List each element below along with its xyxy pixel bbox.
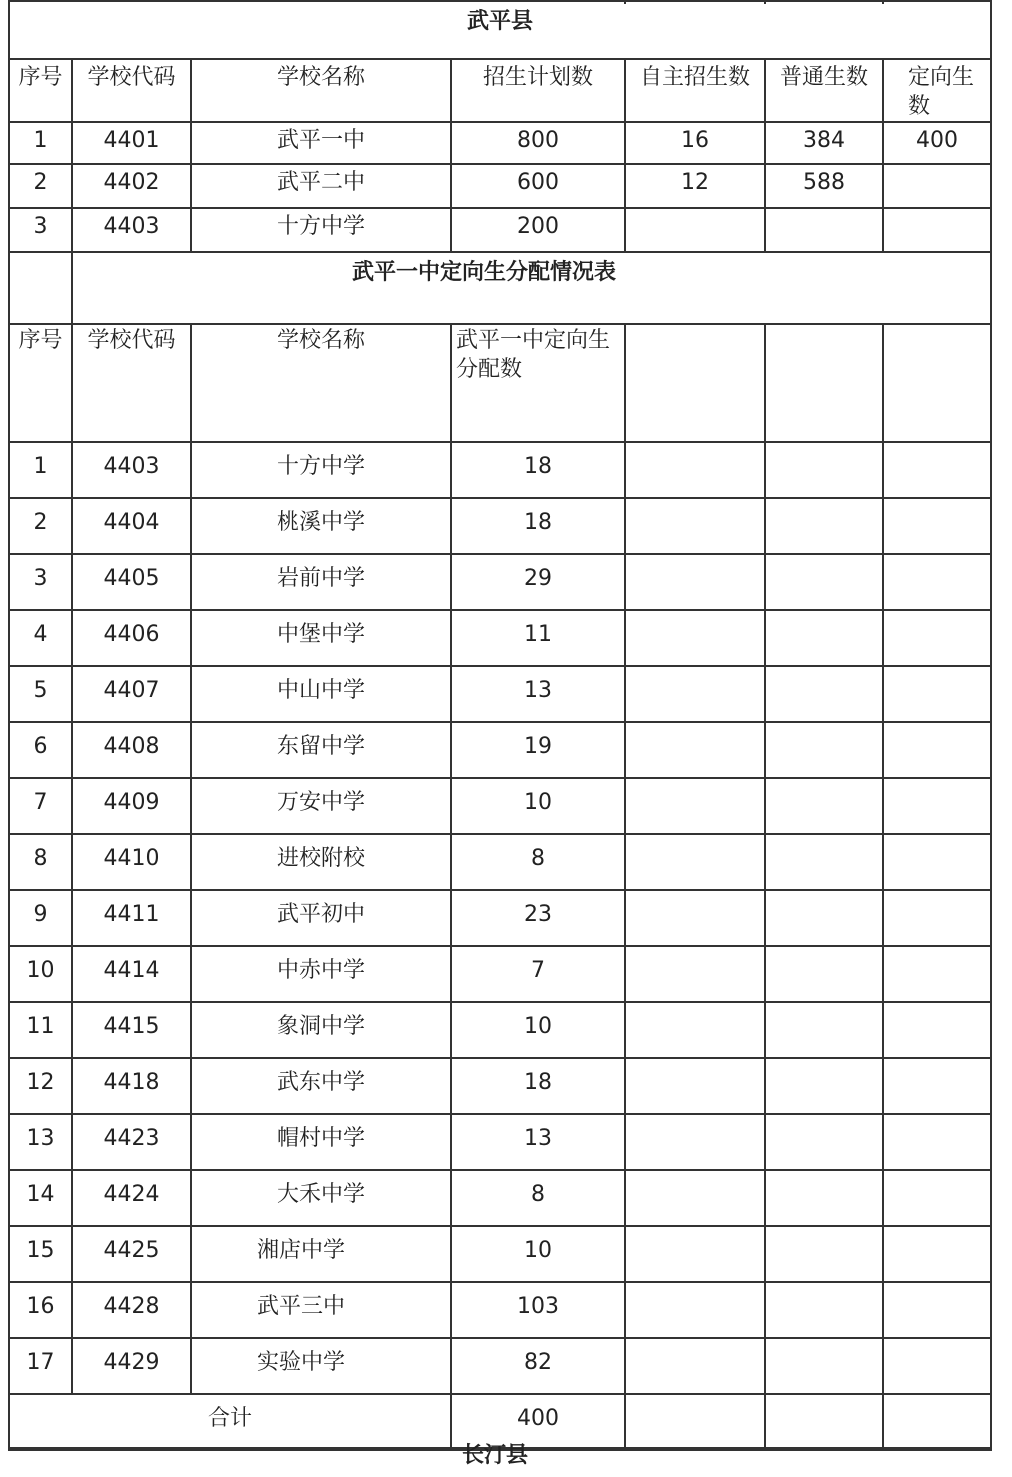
- cell-code: 4424: [72, 1170, 191, 1226]
- cell-count: 10: [451, 1226, 625, 1282]
- empty-cell: [625, 1282, 765, 1338]
- header-cell-directed: 定向生数: [883, 59, 991, 122]
- county-title: 武平县: [9, 1, 991, 59]
- empty-cell: [883, 1114, 991, 1170]
- empty-cell: [625, 498, 765, 554]
- cell-code: 4408: [72, 722, 191, 778]
- cell-code: 4401: [72, 122, 191, 164]
- cell-no: 1: [9, 442, 72, 498]
- table-row: [9, 498, 991, 554]
- empty-cell: [883, 610, 991, 666]
- table-row: [9, 208, 991, 252]
- cell-name: 大禾中学: [191, 1170, 451, 1226]
- empty-cell: [883, 834, 991, 890]
- cell-count: 8: [451, 834, 625, 890]
- empty-cell: [625, 890, 765, 946]
- empty-cell: [883, 1058, 991, 1114]
- cell-no: 16: [9, 1282, 72, 1338]
- section2-title-row: [9, 252, 991, 324]
- empty-cell: [765, 1114, 883, 1170]
- cell-no: 13: [9, 1114, 72, 1170]
- cell-no: 1: [9, 122, 72, 164]
- header-cell-name: 学校名称: [191, 324, 451, 442]
- cell-no: 8: [9, 834, 72, 890]
- cell-name: 万安中学: [191, 778, 451, 834]
- cell-code: 4418: [72, 1058, 191, 1114]
- cell-code: 4414: [72, 946, 191, 1002]
- total-label: 合计: [9, 1394, 451, 1450]
- cell-no: 15: [9, 1226, 72, 1282]
- cell-count: 18: [451, 442, 625, 498]
- empty-cell: [883, 722, 991, 778]
- empty-cell: [625, 778, 765, 834]
- total-row: [9, 1394, 991, 1450]
- table-row: [9, 722, 991, 778]
- enrollment-table: [8, 0, 992, 1451]
- empty-cell: [765, 778, 883, 834]
- cell-name: 武东中学: [191, 1058, 451, 1114]
- cell-no: 7: [9, 778, 72, 834]
- empty-cell: [625, 1058, 765, 1114]
- cell-directed: [883, 208, 991, 252]
- cell-name: 武平三中: [191, 1282, 451, 1338]
- cell-no: 3: [9, 208, 72, 252]
- empty-cell: [883, 890, 991, 946]
- empty-cell: [625, 666, 765, 722]
- cell-code: 4423: [72, 1114, 191, 1170]
- cell-name: 中山中学: [191, 666, 451, 722]
- cell-count: 8: [451, 1170, 625, 1226]
- header-cell-name: 学校名称: [191, 59, 451, 122]
- total-value: 400: [451, 1394, 625, 1450]
- empty-cell: [625, 610, 765, 666]
- cell-no: 10: [9, 946, 72, 1002]
- empty-cell: [883, 1170, 991, 1226]
- cell-plan: 600: [451, 164, 625, 208]
- cell-count: 7: [451, 946, 625, 1002]
- cell-no: 4: [9, 610, 72, 666]
- empty-cell: [625, 324, 765, 442]
- cell-no: 5: [9, 666, 72, 722]
- empty-cell: [765, 324, 883, 442]
- table-row: [9, 610, 991, 666]
- cell-code: 4403: [72, 208, 191, 252]
- cell-no: 2: [9, 164, 72, 208]
- cell-name: 东留中学: [191, 722, 451, 778]
- table-row: [9, 1170, 991, 1226]
- table-row: [9, 666, 991, 722]
- table-row: [9, 1058, 991, 1114]
- empty-cell: [883, 1282, 991, 1338]
- table-row: [9, 1226, 991, 1282]
- table-row: [9, 122, 991, 164]
- empty-cell: [625, 722, 765, 778]
- cell-code: 4428: [72, 1282, 191, 1338]
- header-cell-no: 序号: [9, 324, 72, 442]
- cell-count: 13: [451, 666, 625, 722]
- cell-no: 6: [9, 722, 72, 778]
- county-title-row: [9, 1, 991, 59]
- header-cell-code: 学校代码: [72, 59, 191, 122]
- empty-cell: [625, 1226, 765, 1282]
- empty-cell: [765, 1058, 883, 1114]
- empty-cell: [765, 834, 883, 890]
- cell-no: 3: [9, 554, 72, 610]
- cell-count: 13: [451, 1114, 625, 1170]
- cell-normal: [765, 208, 883, 252]
- next-county-title: [462, 1443, 542, 1468]
- empty-cell: [625, 1170, 765, 1226]
- cell-count: 103: [451, 1282, 625, 1338]
- empty-cell: [625, 1114, 765, 1170]
- empty-cell: [883, 442, 991, 498]
- empty-cell: [765, 1338, 883, 1394]
- empty-cell: [883, 1338, 991, 1394]
- cell-count: 29: [451, 554, 625, 610]
- cell-self: 12: [625, 164, 765, 208]
- cell-count: 10: [451, 778, 625, 834]
- cell-code: 4402: [72, 164, 191, 208]
- cell-name: 十方中学: [191, 442, 451, 498]
- cell-name: 帽村中学: [191, 1114, 451, 1170]
- cell-name: 岩前中学: [191, 554, 451, 610]
- section2-title: 武平一中定向生分配情况表: [72, 252, 991, 324]
- cell-count: 82: [451, 1338, 625, 1394]
- cell-code: 4425: [72, 1226, 191, 1282]
- cell-code: 4429: [72, 1338, 191, 1394]
- table-row: [9, 442, 991, 498]
- cell-code: 4403: [72, 442, 191, 498]
- header-cell-normal: 普通生数: [765, 59, 883, 122]
- cell-no: 17: [9, 1338, 72, 1394]
- header-cell-code: 学校代码: [72, 324, 191, 442]
- table-row: [9, 778, 991, 834]
- cell-code: 4410: [72, 834, 191, 890]
- table-row: [9, 946, 991, 1002]
- cell-name: 武平二中: [191, 164, 451, 208]
- empty-cell: [765, 1282, 883, 1338]
- cell-directed: [883, 164, 991, 208]
- cell-self: [625, 208, 765, 252]
- empty-cell: [625, 1338, 765, 1394]
- cell-no: 11: [9, 1002, 72, 1058]
- header-cell-plan: 招生计划数: [451, 59, 625, 122]
- cell-name: 中堡中学: [191, 610, 451, 666]
- empty-cell: [883, 666, 991, 722]
- empty-cell: [883, 1002, 991, 1058]
- cell-name: 武平初中: [191, 890, 451, 946]
- cell-normal: 384: [765, 122, 883, 164]
- cell-no: 2: [9, 498, 72, 554]
- cell-name: 十方中学: [191, 208, 451, 252]
- empty-cell: [625, 554, 765, 610]
- empty-cell: [883, 1394, 991, 1450]
- empty-cell: [765, 946, 883, 1002]
- empty-cell: [765, 554, 883, 610]
- next-county-title-text: 长汀县: [462, 1443, 529, 1468]
- empty-cell: [765, 1226, 883, 1282]
- empty-cell: [625, 1002, 765, 1058]
- cell-name: 桃溪中学: [191, 498, 451, 554]
- empty-cell: [625, 834, 765, 890]
- cell-code: 4411: [72, 890, 191, 946]
- cell-name: 中赤中学: [191, 946, 451, 1002]
- table-row: [9, 554, 991, 610]
- empty-cell: [625, 442, 765, 498]
- table-row: [9, 1338, 991, 1394]
- cell-code: 4409: [72, 778, 191, 834]
- header-cell-self: 自主招生数: [625, 59, 765, 122]
- cell-code: 4406: [72, 610, 191, 666]
- cell-plan: 200: [451, 208, 625, 252]
- empty-cell: [765, 890, 883, 946]
- table-row: [9, 834, 991, 890]
- empty-cell: [765, 610, 883, 666]
- empty-cell: [765, 1170, 883, 1226]
- header-row: [9, 59, 991, 122]
- empty-cell: [765, 442, 883, 498]
- cell-count: 10: [451, 1002, 625, 1058]
- empty-cell: [883, 554, 991, 610]
- cell-count: 11: [451, 610, 625, 666]
- empty-cell: [883, 1226, 991, 1282]
- empty-cell: [883, 778, 991, 834]
- empty-cell: [625, 1394, 765, 1450]
- cell-count: 18: [451, 1058, 625, 1114]
- cell-no: 12: [9, 1058, 72, 1114]
- cell-name: 象洞中学: [191, 1002, 451, 1058]
- empty-cell: [765, 1002, 883, 1058]
- header-row: [9, 324, 991, 442]
- table-row: [9, 164, 991, 208]
- cell-code: 4404: [72, 498, 191, 554]
- empty-cell: [883, 498, 991, 554]
- empty-cell: [765, 1394, 883, 1450]
- table-row: [9, 1002, 991, 1058]
- cell-count: 19: [451, 722, 625, 778]
- table-row: [9, 890, 991, 946]
- cell-code: 4405: [72, 554, 191, 610]
- header-cell-no: 序号: [9, 59, 72, 122]
- cell-self: 16: [625, 122, 765, 164]
- cell-directed: 400: [883, 122, 991, 164]
- cell-name: 进校附校: [191, 834, 451, 890]
- empty-cell: [765, 666, 883, 722]
- cell-count: 18: [451, 498, 625, 554]
- cell-name: 武平一中: [191, 122, 451, 164]
- cell-code: 4415: [72, 1002, 191, 1058]
- empty-cell: [765, 498, 883, 554]
- empty-cell: [625, 946, 765, 1002]
- cell-no: 14: [9, 1170, 72, 1226]
- cell-name: 实验中学: [191, 1338, 451, 1394]
- empty-cell: [883, 946, 991, 1002]
- table-row: [9, 1114, 991, 1170]
- table-row: [9, 1282, 991, 1338]
- cell-code: 4407: [72, 666, 191, 722]
- empty-cell: [765, 722, 883, 778]
- cell-name: 湘店中学: [191, 1226, 451, 1282]
- empty-cell: [883, 324, 991, 442]
- header-cell-allocation: 武平一中定向生分配数: [451, 324, 625, 442]
- cell-count: 23: [451, 890, 625, 946]
- empty-cell: [9, 252, 72, 324]
- cell-plan: 800: [451, 122, 625, 164]
- cell-no: 9: [9, 890, 72, 946]
- cell-normal: 588: [765, 164, 883, 208]
